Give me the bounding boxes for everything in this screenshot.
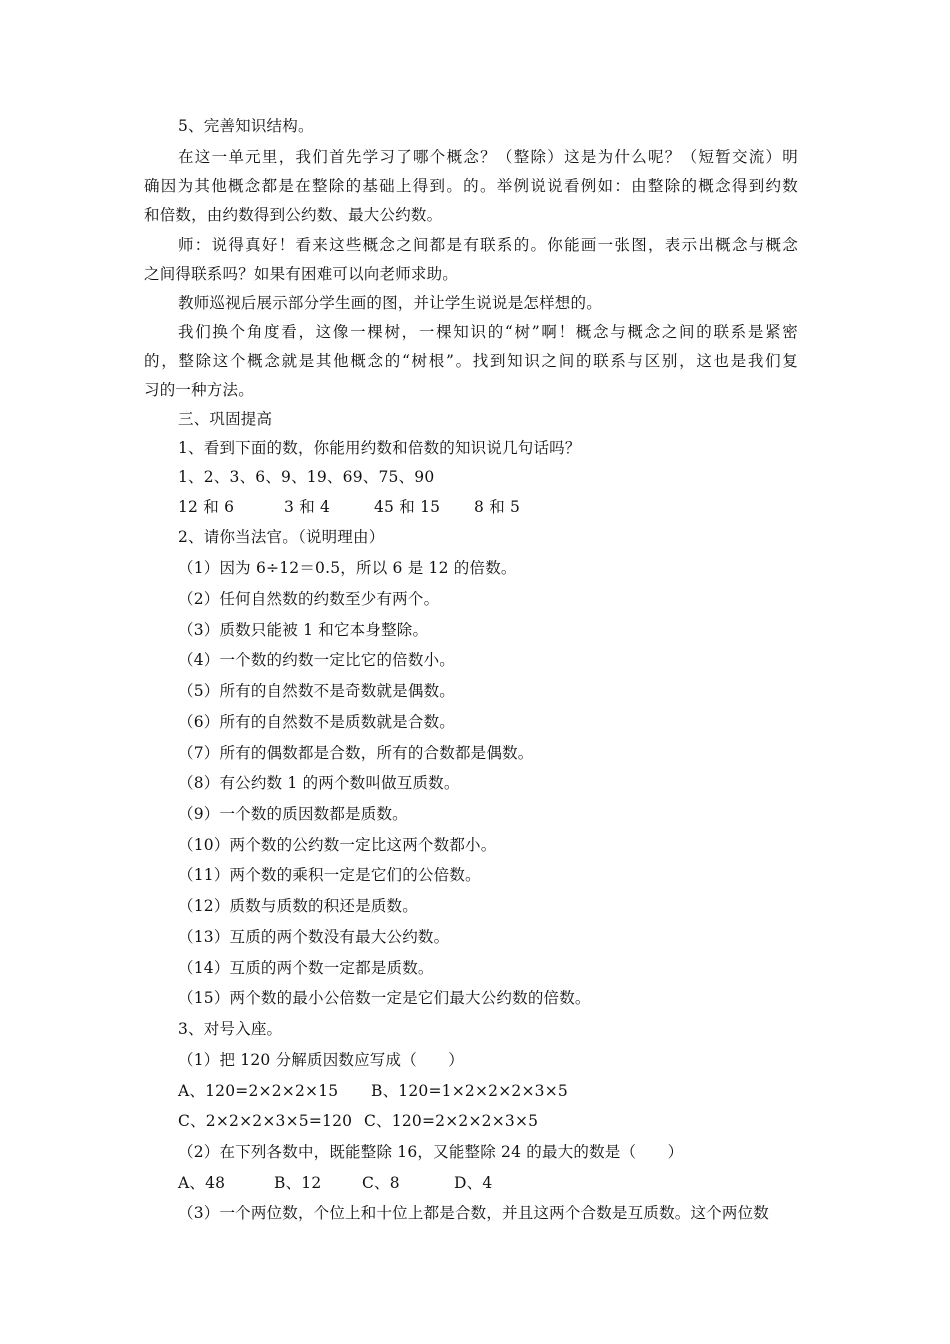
number-pair: 8 和 5 xyxy=(474,498,521,516)
question-1-numbers: 1、2、3、6、9、19、69、75、90 xyxy=(178,468,435,486)
choice-question: （3）一个两位数，个位上和十位上都是合数，并且这两个合数是互质数。这个两位数 xyxy=(178,1204,769,1222)
question-3-title: 3、对号入座。 xyxy=(178,1020,283,1038)
judge-item: （7）所有的偶数都是合数，所有的合数都是偶数。 xyxy=(178,744,534,762)
judge-item: （10）两个数的公约数一定比这两个数都小。 xyxy=(178,836,497,854)
choice-option: D、4 xyxy=(454,1174,493,1192)
number-pair: 3 和 4 xyxy=(284,498,331,516)
choice-question: （2）在下列各数中，既能整除 16，又能整除 24 的最大的数是（ ） xyxy=(178,1143,684,1161)
judge-item: （8）有公约数 1 的两个数叫做互质数。 xyxy=(178,774,460,792)
judge-item: （3）质数只能被 1 和它本身整除。 xyxy=(178,621,429,639)
choice-option: A、120=2×2×2×15 xyxy=(178,1082,339,1100)
choice-option: C、8 xyxy=(362,1174,400,1192)
question-1-title: 1、看到下面的数，你能用约数和倍数的知识说几句话吗？ xyxy=(178,439,581,457)
number-pair: 45 和 15 xyxy=(374,498,441,516)
paragraph-line: 教师巡视后展示部分学生画的图，并让学生说说是怎样想的。 xyxy=(178,294,602,312)
choice-options xyxy=(178,1081,568,1101)
choice-options xyxy=(178,1111,538,1131)
paragraph-line: 的，整除这个概念就是其他概念的“树根”。找到知识之间的联系与区别，这也是我们复 xyxy=(144,352,798,370)
judge-item: （9）一个数的质因数都是质数。 xyxy=(178,805,408,823)
judge-item: （1）因为 6÷12＝0.5，所以 6 是 12 的倍数。 xyxy=(178,559,517,577)
choice-option: A、48 xyxy=(178,1174,226,1192)
number-pair: 12 和 6 xyxy=(178,498,235,516)
choice-option: C、2×2×2×3×5=120 xyxy=(178,1112,353,1130)
paragraph-line: 我们换个角度看，这像一棵树，一棵知识的“树”啊！概念与概念之间的联系是紧密 xyxy=(178,323,798,341)
judge-item: （13）互质的两个数没有最大公约数。 xyxy=(178,928,450,946)
judge-item: （11）两个数的乘积一定是它们的公倍数。 xyxy=(178,866,481,884)
paragraph-line: 在这一单元里，我们首先学习了哪个概念？（整除）这是为什么呢？（短暂交流）明 xyxy=(178,148,798,166)
question-2-title: 2、请你当法官。（说明理由） xyxy=(178,528,385,546)
paragraph-line: 确因为其他概念都是在整除的基础上得到。的。举例说说看例如：由整除的概念得到约数 xyxy=(144,177,798,195)
choice-options xyxy=(178,1173,492,1193)
judge-item: （5）所有的自然数不是奇数就是偶数。 xyxy=(178,682,455,700)
judge-item: （14）互质的两个数一定都是质数。 xyxy=(178,959,434,977)
choice-question: （1）把 120 分解质因数应写成（ ） xyxy=(178,1051,465,1069)
heading-knowledge-structure: 5、完善知识结构。 xyxy=(178,117,314,135)
paragraph-line: 师：说得真好！看来这些概念之间都是有联系的。你能画一张图，表示出概念与概念 xyxy=(178,236,798,254)
section-heading: 三、巩固提高 xyxy=(178,410,273,428)
choice-option: B、120=1×2×2×2×3×5 xyxy=(371,1082,568,1100)
judge-item: （6）所有的自然数不是质数就是合数。 xyxy=(178,713,455,731)
judge-item: （12）质数与质数的积还是质数。 xyxy=(178,897,418,915)
paragraph-line: 之间得联系吗？如果有困难可以向老师求助。 xyxy=(144,265,459,283)
choice-option: B、12 xyxy=(274,1174,322,1192)
judge-item: （15）两个数的最小公倍数一定是它们最大公约数的倍数。 xyxy=(178,989,591,1007)
judge-item: （4）一个数的约数一定比它的倍数小。 xyxy=(178,651,455,669)
paragraph-line: 和倍数，由约数得到公约数、最大公约数。 xyxy=(144,206,443,224)
question-1-pairs xyxy=(178,497,520,517)
choice-option: C、120=2×2×2×3×5 xyxy=(364,1112,539,1130)
judge-item: （2）任何自然数的约数至少有两个。 xyxy=(178,590,440,608)
paragraph-line: 习的一种方法。 xyxy=(144,381,254,399)
